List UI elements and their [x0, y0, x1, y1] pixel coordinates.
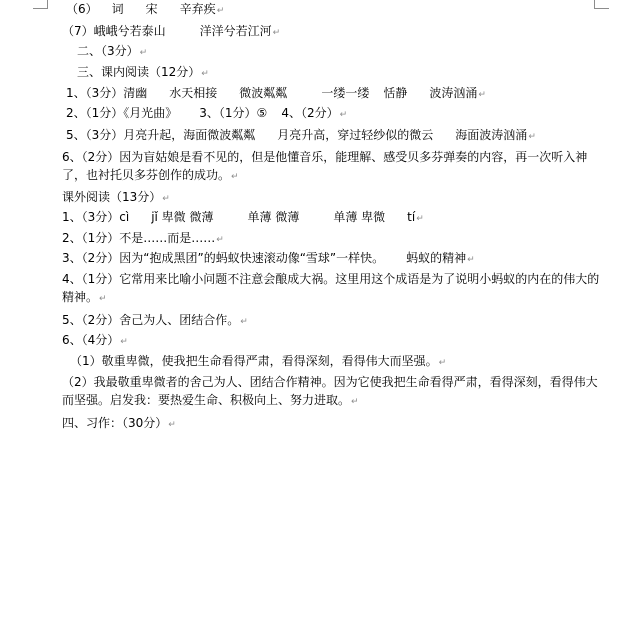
answer-line-extra-3: 3、（2分）因为“抱成黑团”的蚂蚁快速滚动像“雪球”一样快。 蚂蚁的精神↵ [62, 251, 475, 265]
answer-line-extra-1: 1、（3分）cì jǐ 卑微 微薄 单薄 微薄 单薄 卑微 tí↵ [62, 210, 424, 224]
answer-line-in-class-2-4: 2、（1分）《月光曲》 3、（1分）⑤ 4、（2分）↵ [66, 106, 348, 120]
extracurricular-heading: 课外阅读（13分）↵ [62, 190, 170, 204]
page-corner-mark-right [594, 0, 609, 9]
answer-line-extra-2: 2、（1分）不是……而是……↵ [62, 231, 224, 245]
answer-line-7: （7）峨峨兮若泰山 洋洋兮若江河↵ [62, 24, 281, 38]
answer-line-poem-author: （6） 词 宋 辛弃疾↵ [66, 2, 225, 16]
section-two-heading: 二、（3分）↵ [77, 44, 148, 58]
answer-line-in-class-6: 6、（2分）因为盲姑娘是看不见的，但是他懂音乐，能理解、感受贝多芬弹奏的内容，再一次听入神了，也衬托贝多芬创作的成功。↵ [62, 150, 588, 182]
answer-line-in-class-5: 5、（3分）月亮升起，海面微波粼粼 月亮升高，穿过轻纱似的微云 海面波涛汹涌↵ [66, 128, 536, 142]
answer-line-extra-6: 6、（4分）↵ [62, 333, 128, 347]
answer-line-extra-5: 5、（2分）舍己为人、团结合作。↵ [62, 313, 248, 327]
section-three-heading: 三、课内阅读（12分）↵ [77, 65, 209, 79]
section-four-heading: 四、习作：（30分）↵ [62, 416, 176, 430]
page-corner-mark-left [33, 0, 48, 9]
answer-line-extra-4: 4、（1分）它常用来比喻小问题不注意会酿成大祸。这里用这个成语是为了说明小蚂蚁的内在的伟大的精神。↵ [62, 272, 600, 304]
answer-line-extra-6-1: （1）敬重卑微，使我把生命看得严肃，看得深刻，看得伟大而坚强。↵ [70, 354, 447, 368]
answer-line-in-class-1: 1、（3分）清幽 水天相接 微波粼粼 一缕一缕 恬静 波涛汹涌↵ [66, 86, 486, 100]
answer-line-extra-6-2: （2）我最敬重卑微者的舍己为人、团结合作精神。因为它使我把生命看得严肃，看得深刻，看得伟大而坚强。启发我：要热爱生命、积极向上、努力进取。↵ [62, 375, 598, 407]
